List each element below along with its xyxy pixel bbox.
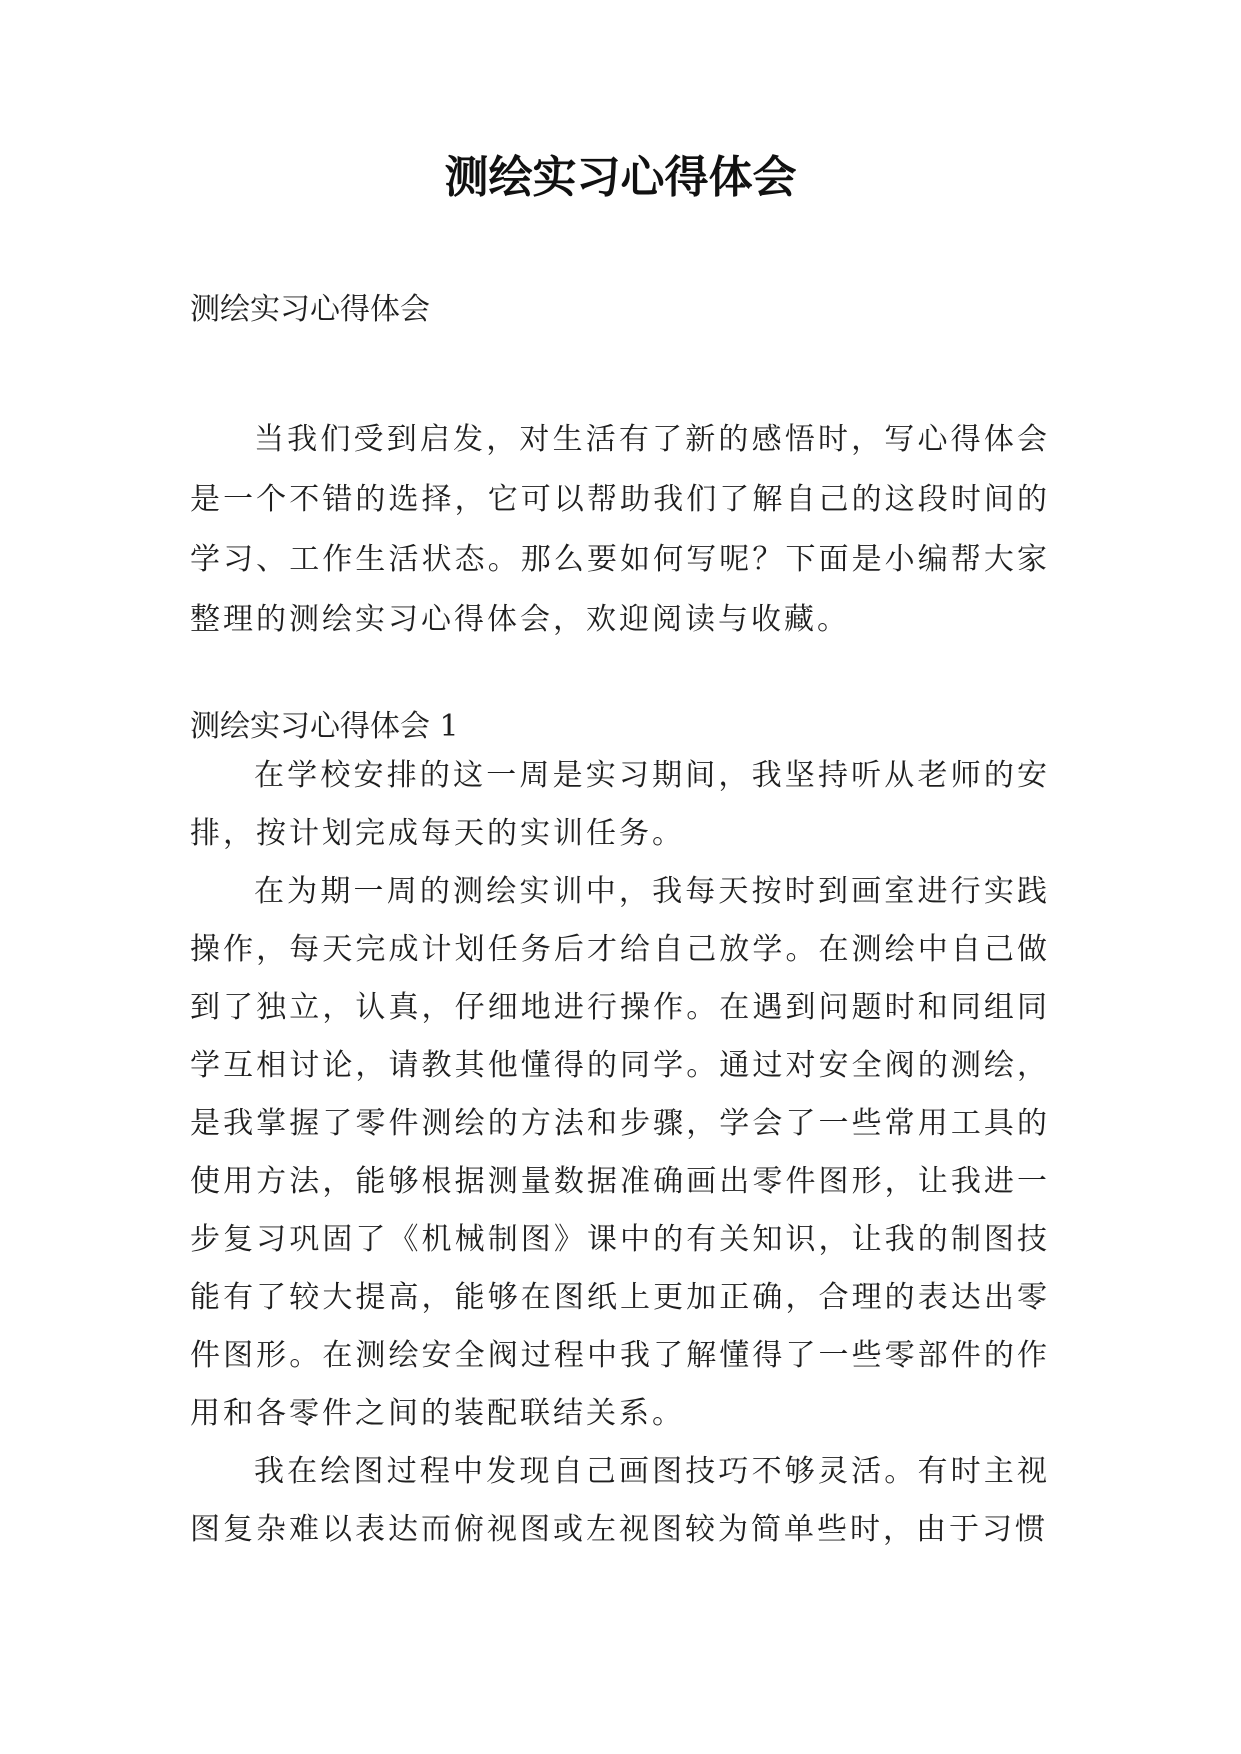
- document-title: 测绘实习心得体会: [444, 152, 797, 203]
- section-body: [190, 747, 1050, 1559]
- body-paragraph-3: 我在绘图过程中发现自己画图技巧不够灵活。有时主视图复杂难以表达而俯视图或左视图较为简单些时，由于习惯: [190, 1454, 1050, 1547]
- body-paragraph-2: 在为期一周的测绘实训中，我每天按时到画室进行实践操作，每天完成计划任务后才给自己放学。在测绘中自己做到了独立，认真，仔细地进行操作。在遇到问题时和同组同学互相讨论，请教其他懂得的同学。通过对安全阀的测绘，是我掌握了零件测绘的方法和步骤，学会了一些常用工具的使用方法，能够根据测量数据准确画出零件图形，让我进一步复习巩固了《机械制图》课中的有关知识，让我的制图技能有了较大提高，能够在图纸上更加正确，合理的表达出零件图形。在测绘安全阀过程中我了解懂得了一些零部件的作用和各零件之间的装配联结关系。: [190, 874, 1050, 1431]
- section-heading: 测绘实习心得体会 1: [190, 709, 459, 744]
- body-paragraph-1: 在学校安排的这一周是实习期间，我坚持听从老师的安排，按计划完成每天的实训任务。: [190, 758, 1050, 851]
- intro-paragraph: 当我们受到启发，对生活有了新的感悟时，写心得体会是一个不错的选择，它可以帮助我们了解自己的这段时间的学习、工作生活状态。那么要如何写呢？下面是小编帮大家整理的测绘实习心得体会，欢迎阅读与收藏。: [190, 422, 1050, 637]
- document-subtitle: 测绘实习心得体会: [190, 292, 430, 327]
